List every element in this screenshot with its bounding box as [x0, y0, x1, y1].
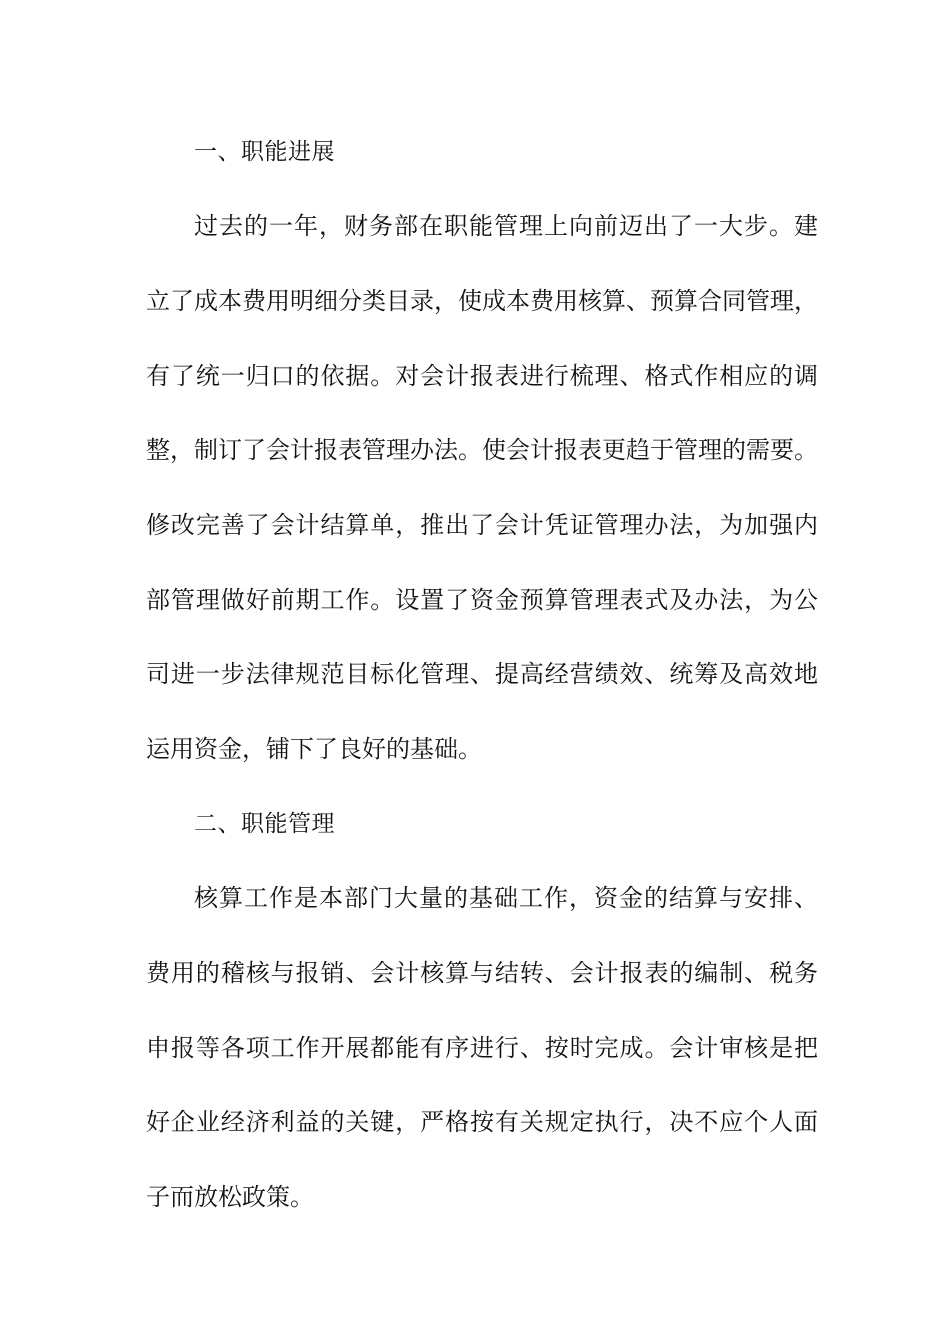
paragraph-1-line-3: 有了统一归口的依据。对会计报表进行梳理、格式作相应的调: [146, 362, 818, 390]
paragraph-2-line-2: 费用的稽核与报销、会计核算与结转、会计报表的编制、税务: [146, 959, 818, 987]
section-heading-1: 一、职能进展: [194, 139, 335, 165]
paragraph-1-line-6: 部管理做好前期工作。设置了资金预算管理表式及办法，为公: [146, 586, 818, 614]
paragraph-2-line-4: 好企业经济利益的关键，严格按有关规定执行，决不应个人面: [146, 1108, 818, 1136]
paragraph-1-line-1: 过去的一年，财务部在职能管理上向前迈出了一大步。建: [194, 212, 818, 240]
paragraph-1-line-2: 立了成本费用明细分类目录，使成本费用核算、预算合同管理，: [146, 287, 818, 315]
paragraph-1-line-7: 司进一步法律规范目标化管理、提高经营绩效、统筹及高效地: [146, 660, 818, 688]
paragraph-1-line-5: 修改完善了会计结算单，推出了会计凭证管理办法，为加强内: [146, 511, 818, 539]
paragraph-2-line-3: 申报等各项工作开展都能有序进行、按时完成。会计审核是把: [146, 1034, 818, 1062]
paragraph-2-line-5: 子而放松政策。: [146, 1183, 314, 1211]
section-heading-2: 二、职能管理: [194, 811, 335, 837]
paragraph-2-line-1: 核算工作是本部门大量的基础工作，资金的结算与安排、: [194, 884, 818, 912]
paragraph-1-line-4: 整，制订了会计报表管理办法。使会计报表更趋于管理的需要。: [146, 436, 818, 464]
paragraph-1-line-8: 运用资金，铺下了良好的基础。: [146, 735, 482, 763]
